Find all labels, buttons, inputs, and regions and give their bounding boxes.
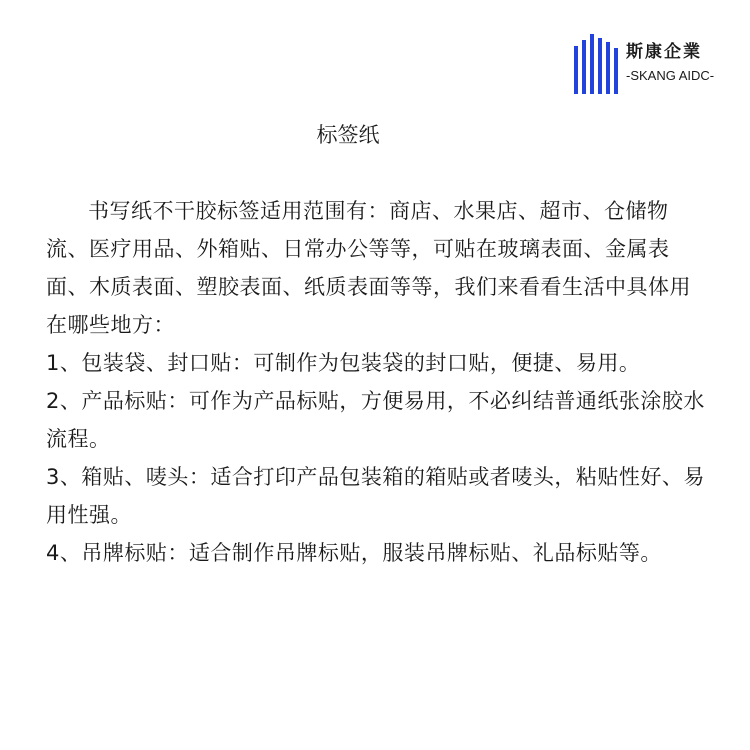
logo-text [626,32,714,94]
company-logo [574,32,714,94]
article-body [46,192,706,572]
intro-paragraph: 书写纸不干胶标签适用范围有：商店、水果店、超市、仓储物流、医疗用品、外箱贴、日常办公等等，可贴在玻璃表面、金属表面、木质表面、塑胶表面、纸质表面等等，我们来看看生活中具体用在哪些地方： [46,199,691,337]
list-item-4: 4、吊牌标贴：适合制作吊牌标贴，服装吊牌标贴、礼品标贴等。 [46,541,662,565]
list-item-1: 1、包装袋、封口贴：可制作为包装袋的封口贴，便捷、易用。 [46,351,641,375]
list-item-3: 3、箱贴、唛头：适合打印产品包装箱的箱贴或者唛头，粘贴性好、易用性强。 [46,465,705,527]
list-item-2: 2、产品标贴：可作为产品标贴，方便易用，不必纠结普通纸张涂胶水流程。 [46,389,705,451]
logo-bars-icon [574,32,618,94]
logo-name-cn: 斯康企業 [626,42,702,62]
logo-name-en: -SKANG AIDC- [626,68,715,83]
page-title: 标签纸 [316,123,380,147]
